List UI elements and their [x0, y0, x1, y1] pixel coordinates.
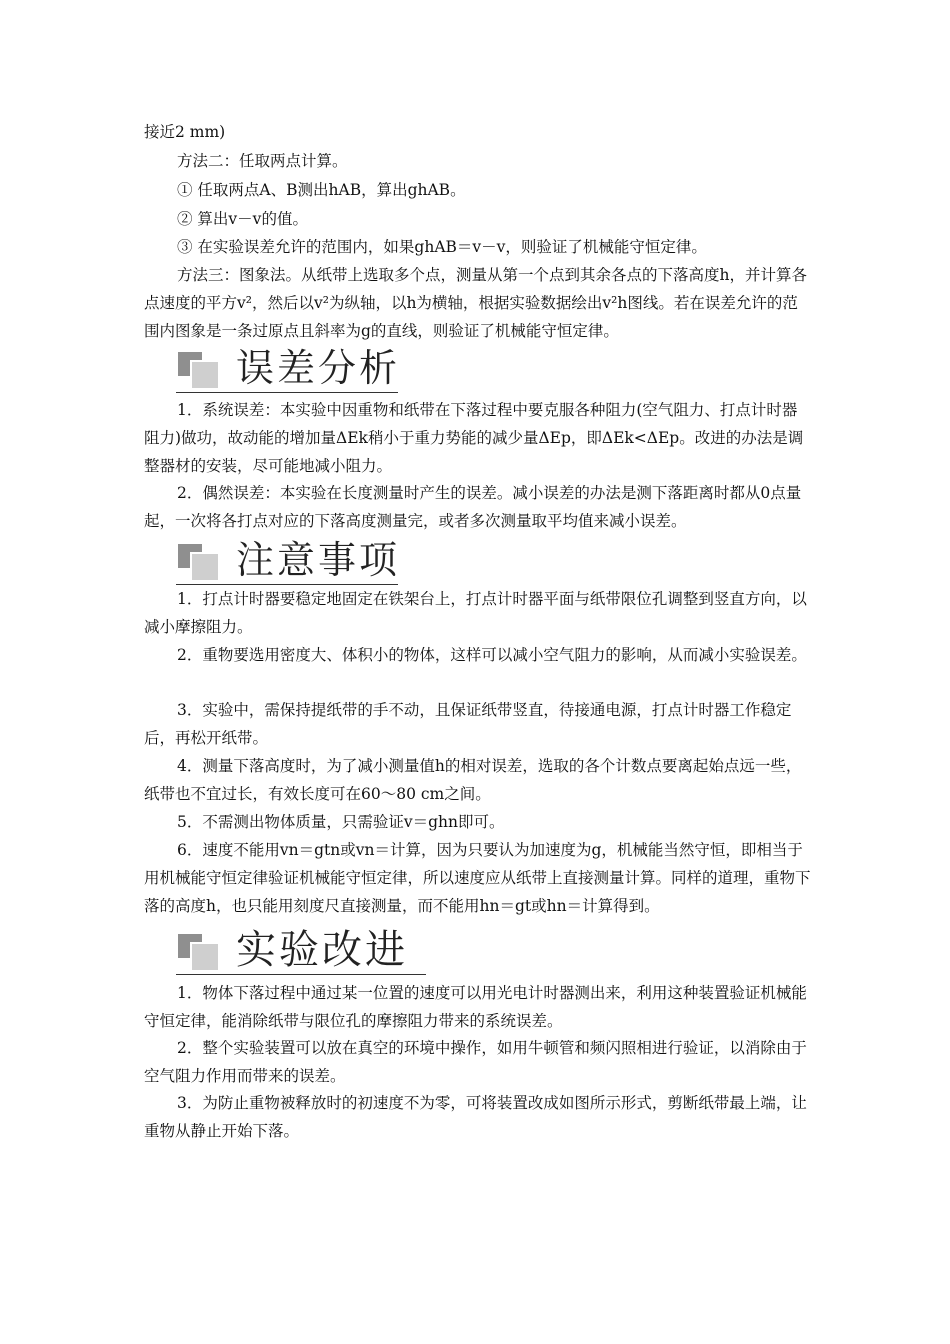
heading-square-icon	[192, 944, 218, 970]
continuation-line: 接近2 mm)	[144, 123, 226, 141]
method-two-step-2: ② 算出v－v的值。	[177, 210, 308, 228]
section-heading-error-analysis	[176, 346, 401, 393]
section-title: 实验改进	[236, 927, 408, 973]
precaution-item-1: 1．打点计时器要稳定地固定在铁架台上，打点计时器平面与纸带限位孔调整到竖直方向，以减小摩擦阻力。	[144, 590, 807, 636]
precaution-item-6: 6．速度不能用vn＝gtn或vn＝计算，因为只要认为加速度为g，机械能当然守恒，即相当于用机械能守恒定律验证机械能守恒定律，所以速度应从纸带上直接测量计算。同样的道理，重物下落的高度h，也只能用刻度尺直接测量，而不能用hn＝gt或hn＝计算得到。	[144, 841, 811, 915]
method-three-paragraph: 方法三：图象法。从纸带上选取多个点，测量从第一个点到其余各点的下落高度h，并计算各点速度的平方v²，然后以v²为纵轴，以h为横轴，根据实验数据绘出v²h图线。若在误差允许的范围内图象是一条过原点且斜率为g的直线，则验证了机械能守恒定律。	[144, 266, 807, 340]
method-two-step-3: ③ 在实验误差允许的范围内，如果ghAB＝v－v，则验证了机械能守恒定律。	[177, 238, 707, 256]
section-heading-precautions	[176, 538, 401, 585]
precaution-item-5: 5．不需测出物体质量，只需验证v＝ghn即可。	[177, 813, 505, 831]
improvement-item-1: 1．物体下落过程中通过某一位置的速度可以用光电计时器测出来，利用这种装置验证机械能守恒定律，能消除纸带与限位孔的摩擦阻力带来的系统误差。	[144, 984, 807, 1030]
method-two-title: 方法二：任取两点计算。	[177, 152, 348, 170]
improvement-item-2: 2．整个实验装置可以放在真空的环境中操作，如用牛顿管和频闪照相进行验证，以消除由于空气阻力作用而带来的误差。	[144, 1039, 807, 1085]
improvement-item-3: 3．为防止重物被释放时的初速度不为零，可将装置改成如图所示形式，剪断纸带最上端，让重物从静止开始下落。	[144, 1094, 807, 1140]
heading-square-icon	[192, 362, 218, 388]
error-item-2: 2．偶然误差：本实验在长度测量时产生的误差。减小误差的办法是测下落距离时都从0点量起，一次将各打点对应的下落高度测量完，或者多次测量取平均值来减小误差。	[144, 484, 802, 530]
heading-square-icon	[192, 554, 218, 580]
precaution-item-4: 4．测量下落高度时，为了减小测量值h的相对误差，选取的各个计数点要离起始点远一些，纸带也不宜过长，有效长度可在60～80 cm之间。	[144, 757, 802, 803]
error-item-1: 1．系统误差：本实验中因重物和纸带在下落过程中要克服各种阻力(空气阻力、打点计时器阻力)做功，故动能的增加量ΔEk稍小于重力势能的减少量ΔEp，即ΔEk<ΔEp。改进的办法是调整器材的安装，尽可能地减小阻力。	[144, 401, 804, 475]
section-heading-improvements	[176, 928, 426, 975]
section-title: 误差分析	[236, 346, 401, 390]
section-title: 注意事项	[236, 538, 401, 582]
precaution-item-2: 2．重物要选用密度大、体积小的物体，这样可以减小空气阻力的影响，从而减小实验误差。	[177, 646, 807, 664]
precaution-item-3: 3．实验中，需保持提纸带的手不动，且保证纸带竖直，待接通电源，打点计时器工作稳定后，再松开纸带。	[144, 701, 792, 747]
method-two-step-1: ① 任取两点A、B测出hAB，算出ghAB。	[177, 181, 466, 199]
